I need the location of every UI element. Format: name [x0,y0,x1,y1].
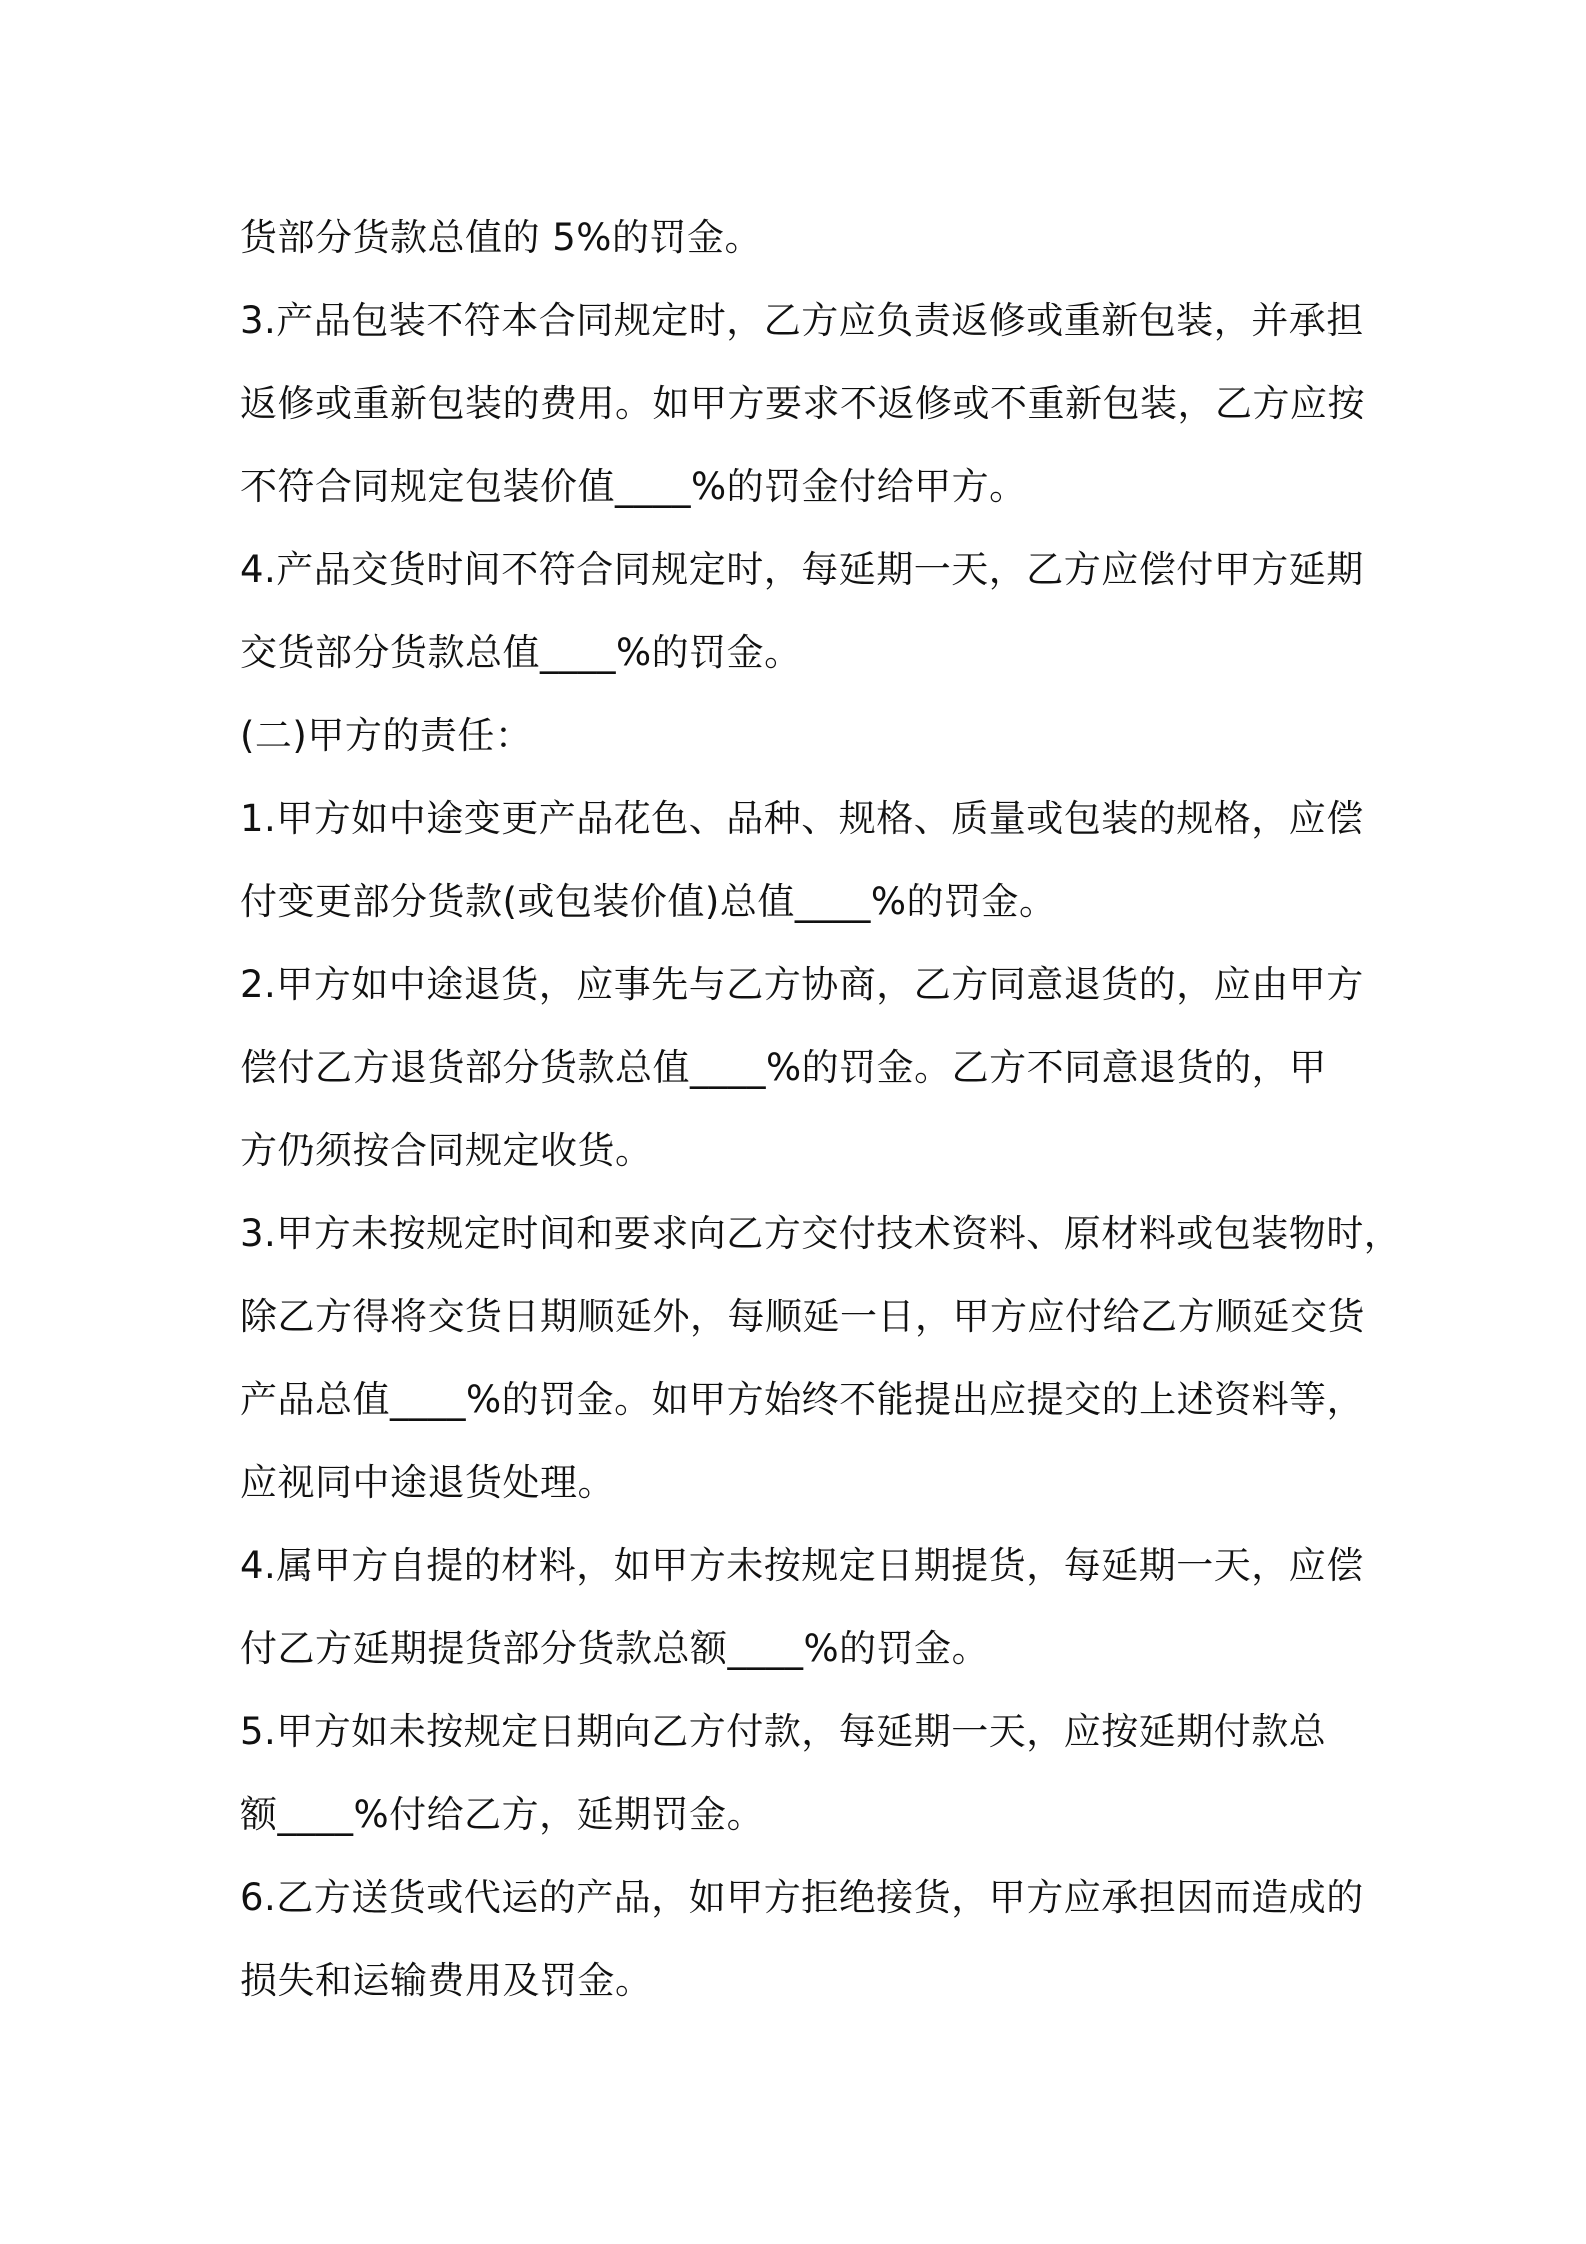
text-line: 3.甲方未按规定时间和要求向乙方交付技术资料、原材料或包装物时， [240,1212,1402,1255]
document-body [240,196,1400,2022]
text-line: 4.属甲方自提的材料，如甲方未按规定日期提货，每延期一天，应偿 [240,1544,1364,1587]
text-line: 交货部分货款总值____%的罚金。 [240,631,802,674]
text-line: 1.甲方如中途变更产品花色、品种、规格、质量或包装的规格，应偿 [240,797,1364,840]
text-line: 货部分货款总值的 5%的罚金。 [240,216,762,259]
text-line: 不符合同规定包装价值____%的罚金付给甲方。 [240,465,1027,508]
text-line: 产品总值____%的罚金。如甲方始终不能提出应提交的上述资料等， [240,1378,1365,1421]
text-line: 应视同中途退货处理。 [240,1461,615,1504]
text-line: 3.产品包装不符本合同规定时，乙方应负责返修或重新包装，并承担 [240,299,1364,342]
text-line: 2.甲方如中途退货，应事先与乙方协商，乙方同意退货的，应由甲方 [240,963,1364,1006]
text-line: 6.乙方送货或代运的产品，如甲方拒绝接货，甲方应承担因而造成的 [240,1876,1364,1919]
text-line: 除乙方得将交货日期顺延外，每顺延一日，甲方应付给乙方顺延交货 [240,1295,1365,1338]
text-line: 偿付乙方退货部分货款总值____%的罚金。乙方不同意退货的，甲 [240,1046,1327,1089]
text-line: 方仍须按合同规定收货。 [240,1129,653,1172]
text-line: 付变更部分货款(或包装价值)总值____%的罚金。 [240,880,1057,923]
text-line: 4.产品交货时间不符合同规定时，每延期一天，乙方应偿付甲方延期 [240,548,1364,591]
text-line: 额____%付给乙方，延期罚金。 [240,1793,765,1836]
text-line: 损失和运输费用及罚金。 [240,1959,653,2002]
text-line: 返修或重新包装的费用。如甲方要求不返修或不重新包装，乙方应按 [240,382,1365,425]
section-heading: (二)甲方的责任： [240,714,533,757]
text-line: 5.甲方如未按规定日期向乙方付款，每延期一天，应按延期付款总 [240,1710,1327,1753]
text-line: 付乙方延期提货部分货款总额____%的罚金。 [240,1627,990,1670]
